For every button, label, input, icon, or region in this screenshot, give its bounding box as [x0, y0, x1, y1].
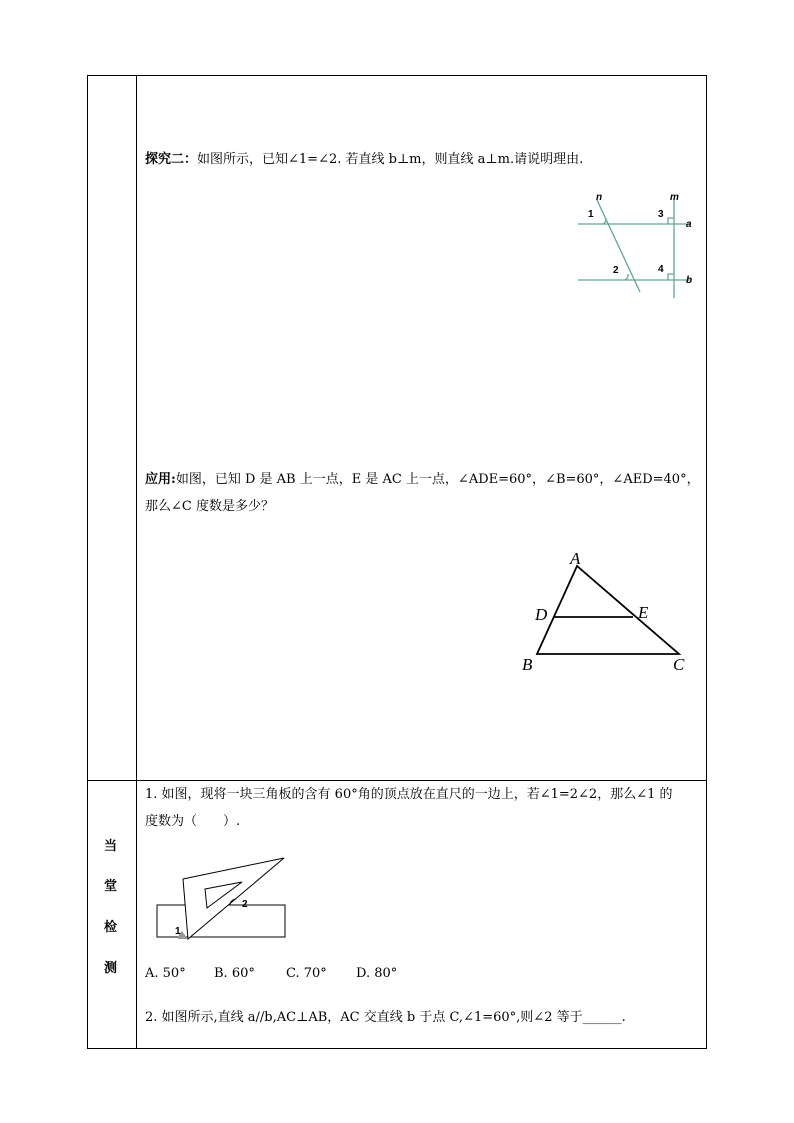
angle-mark-4 [668, 274, 674, 280]
triangle-abc [537, 566, 679, 654]
triangle-figure [515, 548, 695, 678]
option-d: D. 80° [356, 966, 398, 981]
question2-text: 2. 如图所示,直线 a//b,AC⊥AB，AC 交直线 b 于点 C,∠1=60°,则∠2 等于______. [145, 1010, 626, 1025]
label-E: E [638, 603, 649, 622]
figure-lines [578, 200, 693, 298]
apply-line2: 那么∠C 度数是多少？ [145, 499, 274, 514]
label-n: n [596, 192, 603, 203]
option-b: B. 60° [214, 966, 255, 981]
label-2: 2 [242, 899, 248, 910]
triangle-board [183, 858, 284, 939]
option-a: A. 50° [145, 966, 186, 981]
angle-mark-1 [603, 218, 606, 224]
label-C: C [673, 655, 685, 674]
label-A: A [570, 549, 581, 568]
label-1: 1 [588, 209, 594, 220]
row-divider [87, 780, 707, 781]
label-2: 2 [613, 265, 619, 276]
label-3: 3 [658, 209, 664, 220]
label-D: D [535, 605, 548, 624]
side-char-2: 堂 [104, 879, 118, 894]
question1-line2: 度数为（ ）. [145, 814, 241, 829]
explore2-text: 如图所示，已知∠1=∠2. 若直线 b⊥m，则直线 a⊥m.请说明理由. [197, 152, 584, 167]
label-b: b [686, 275, 693, 286]
label-4: 4 [658, 264, 664, 275]
label-m: m [670, 192, 679, 203]
line-n [597, 200, 640, 292]
apply-paragraph [145, 470, 700, 490]
option-c: C. 70° [286, 966, 327, 981]
angle-mark-2 [625, 274, 628, 280]
label-a: a [686, 219, 692, 230]
apply-line1: 如图，已知 D 是 AB 上一点，E 是 AC 上一点，∠ADE=60°，∠B=60°，∠AED=40°， [175, 472, 700, 487]
question1-line1: 1. 如图，现将一块三角板的含有 60°角的顶点放在直尺的一边上，若∠1=2∠2，那么∠1 的 [145, 787, 673, 802]
label-1: 1 [175, 926, 181, 937]
side-char-4: 测 [104, 961, 118, 976]
column-divider [136, 75, 137, 1049]
label-B: B [522, 655, 533, 674]
side-char-1: 当 [104, 839, 118, 854]
apply-heading: 应用: [145, 472, 176, 487]
angle-mark-3 [668, 218, 674, 224]
ruler-triangle-figure [150, 855, 295, 945]
side-char-3: 检 [104, 920, 118, 935]
explore2-heading: 探究二： [145, 152, 198, 167]
parallel-lines-figure [570, 188, 710, 303]
explore2-paragraph [145, 150, 583, 170]
